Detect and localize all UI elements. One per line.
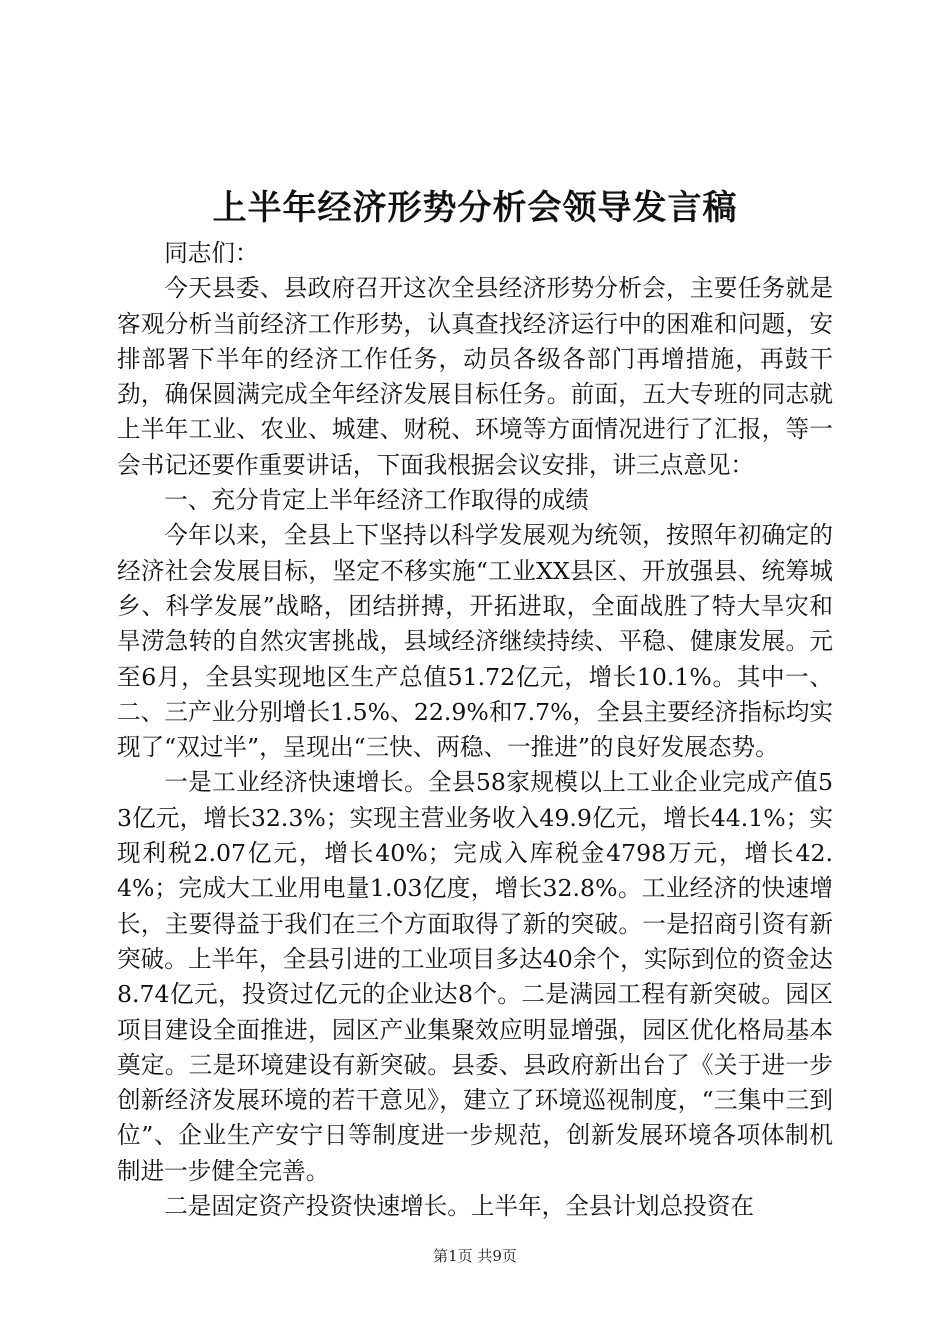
intro-paragraph: 今天县委、县政府召开这次全县经济形势分析会，主要任务就是客观分析当前经济工作形势，认真查找经济运行中的困难和问题，安排部署下半年的经济工作任务，动员各级各部门再增措施，再鼓干劲，确保圆满完成全年经济发展目标任务。前面，五大专班的同志就上半年工业、农业、城建、财税、环境等方面情况进行了汇报，等一会书记还要作重要讲话，下面我根据会议安排，讲三点意见：	[117, 274, 833, 479]
page-title: 上半年经济形势分析会领导发言稿	[212, 188, 738, 228]
section-heading: 一、充分肯定上半年经济工作取得的成绩	[164, 486, 589, 515]
salutation-paragraph: 同志们：	[164, 239, 259, 267]
page-number-footer: 第1页 共9页	[433, 1247, 517, 1265]
investment-paragraph: 二是固定资产投资快速增长。上半年，全县计划总投资在	[164, 1192, 755, 1221]
achievements-paragraph: 今年以来，全县上下坚持以科学发展观为统领，按照年初确定的经济社会发展目标，坚定不移实施“工业XX县区、开放强县、统筹城乡、科学发展”战略，团结拼搏，开拓进取，全面战胜了特大旱灾和旱涝急转的自然灾害挑战，县域经济继续持续、平稳、健康发展。元至6月，全县实现地区生产总值51.72亿元，增长10.1%。其中一、二、三产业分别增长1.5%、22.9%和7.7%，全县主要经济指标均实现了“双过半”，呈现出“三快、两稳、一推进”的良好发展态势。	[117, 521, 833, 762]
document-body	[117, 236, 833, 1224]
industry-paragraph: 一是工业经济快速增长。全县58家规模以上工业企业完成产值53亿元，增长32.3%；实现主营业务收入49.9亿元，增长44.1%；实现利税2.07亿元，增长40%；完成入库税金4798万元，增长42.4%；完成大工业用电量1.03亿度，增长32.8%。工业经济的快速增长，主要得益于我们在三个方面取得了新的突破。一是招商引资有新突破。上半年，全县引进的工业项目多达40余个，实际到位的资金达8.74亿元，投资过亿元的企业达8个。二是满园工程有新突破。园区项目建设全面推进，园区产业集聚效应明显增强，园区优化格局基本奠定。三是环境建设有新突破。县委、县政府新出台了《关于进一步创新经济发展环境的若干意见》，建立了环境巡视制度，“三集中三到位”、企业生产安宁日等制度进一步规范，创新发展环境各项体制机制进一步健全完善。	[117, 768, 833, 1185]
